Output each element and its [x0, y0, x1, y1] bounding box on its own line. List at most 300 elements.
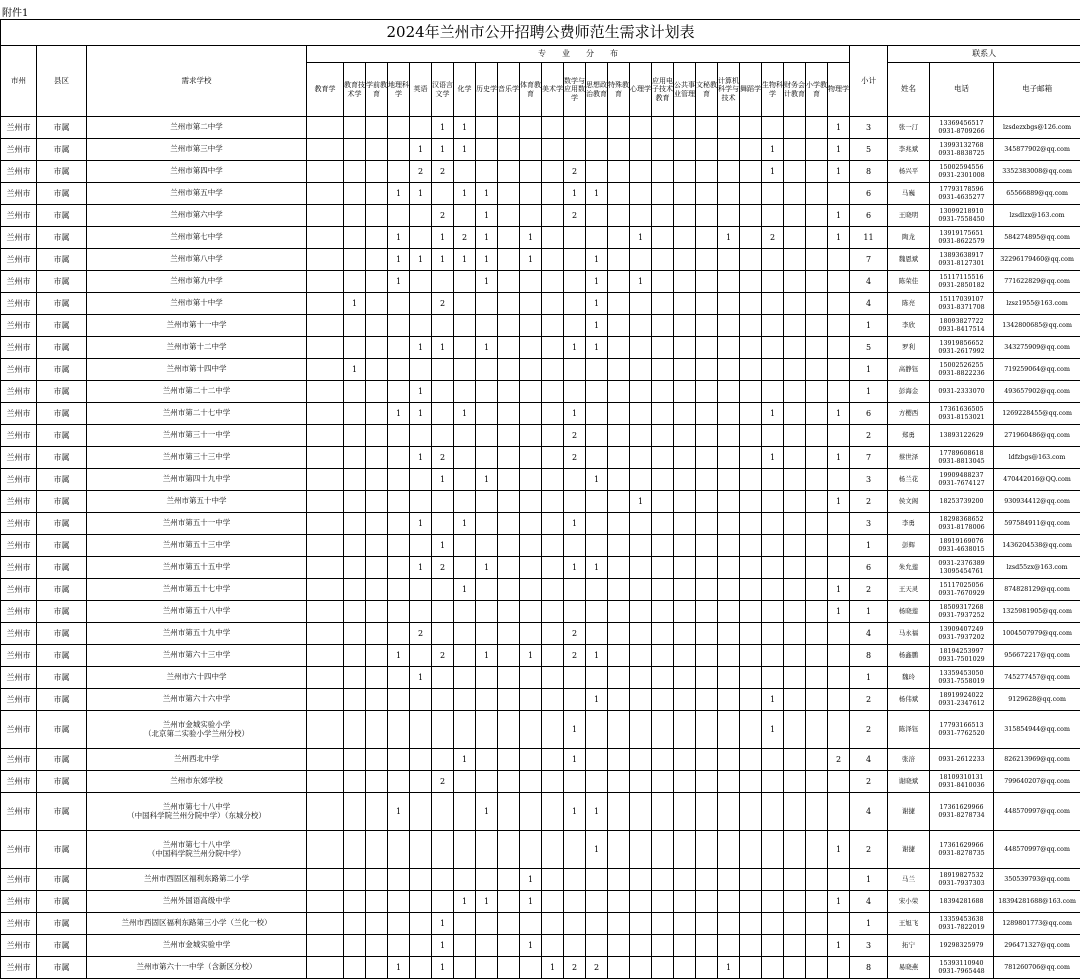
school-cell: 兰州市东郊学校: [87, 771, 307, 793]
subject-count-cell: [410, 293, 432, 315]
subject-count-cell: [586, 535, 608, 557]
subject-count-cell: [498, 891, 520, 913]
subject-count-cell: [542, 513, 564, 535]
subject-count-cell: [410, 711, 432, 749]
subject-count-cell: [542, 771, 564, 793]
subject-count-cell: [432, 359, 454, 381]
subject-count-cell: [762, 831, 784, 869]
subject-count-cell: [740, 161, 762, 183]
subject-count-cell: [630, 913, 652, 935]
subject-count-cell: [608, 711, 630, 749]
subject-count-cell: [410, 793, 432, 831]
subject-count-cell: 1: [718, 957, 740, 979]
subject-count-cell: [674, 117, 696, 139]
subject-count-cell: [388, 771, 410, 793]
subject-count-cell: [498, 913, 520, 935]
subject-count-cell: [454, 315, 476, 337]
subject-count-cell: [696, 749, 718, 771]
school-cell: 兰州市第三中学: [87, 139, 307, 161]
subject-count-cell: [520, 359, 542, 381]
subject-count-cell: [410, 205, 432, 227]
subject-count-cell: [520, 425, 542, 447]
subject-count-cell: [520, 557, 542, 579]
subject-count-cell: [432, 183, 454, 205]
subject-count-cell: [762, 359, 784, 381]
subject-count-cell: [608, 557, 630, 579]
subject-count-cell: [388, 891, 410, 913]
subject-count-cell: [388, 513, 410, 535]
subject-count-cell: [366, 667, 388, 689]
district-cell: 市属: [37, 557, 87, 579]
subject-count-cell: [652, 667, 674, 689]
subject-count-cell: [806, 711, 828, 749]
district-cell: 市属: [37, 771, 87, 793]
district-cell: 市属: [37, 513, 87, 535]
subject-count-cell: 1: [410, 667, 432, 689]
subject-count-cell: [828, 689, 850, 711]
subject-count-cell: [740, 793, 762, 831]
subject-count-cell: [608, 535, 630, 557]
district-cell: 市属: [37, 749, 87, 771]
subject-count-cell: [344, 205, 366, 227]
subject-count-cell: [410, 117, 432, 139]
subject-count-cell: [542, 271, 564, 293]
header-school: 需求学校: [87, 46, 307, 117]
contact-email-cell: lzsz1955@163.com: [994, 293, 1080, 315]
subject-count-cell: [476, 161, 498, 183]
subject-count-cell: [498, 557, 520, 579]
subject-count-cell: [410, 645, 432, 667]
subject-count-cell: [476, 315, 498, 337]
subject-count-cell: [630, 601, 652, 623]
header-city: 市州: [1, 46, 37, 117]
subject-count-cell: 1: [454, 117, 476, 139]
subject-count-cell: [674, 513, 696, 535]
subject-count-cell: [652, 957, 674, 979]
subject-count-cell: [828, 793, 850, 831]
subject-count-cell: [307, 271, 344, 293]
subject-count-cell: [652, 891, 674, 913]
subject-count-cell: [784, 205, 806, 227]
subject-count-cell: [498, 491, 520, 513]
subject-count-cell: [784, 293, 806, 315]
table-row: [1, 293, 1080, 315]
subject-count-cell: [784, 447, 806, 469]
district-cell: 市属: [37, 891, 87, 913]
subject-count-cell: [344, 645, 366, 667]
subject-count-cell: [806, 469, 828, 491]
district-cell: 市属: [37, 935, 87, 957]
contact-email-cell: lzsd55zx@163.com: [994, 557, 1080, 579]
subject-count-cell: [696, 535, 718, 557]
subject-count-cell: [454, 869, 476, 891]
subject-count-cell: [366, 645, 388, 667]
subject-count-cell: [806, 891, 828, 913]
city-cell: 兰州市: [1, 869, 37, 891]
subject-count-cell: [498, 771, 520, 793]
subject-count-cell: [410, 535, 432, 557]
subject-count-cell: [307, 205, 344, 227]
subject-count-cell: [454, 447, 476, 469]
subject-count-cell: [762, 667, 784, 689]
subject-count-cell: 1: [828, 139, 850, 161]
district-cell: 市属: [37, 689, 87, 711]
subject-count-cell: [608, 359, 630, 381]
subject-count-cell: [344, 227, 366, 249]
subject-count-cell: [476, 491, 498, 513]
total-cell: 8: [850, 645, 888, 667]
subject-count-cell: [630, 579, 652, 601]
school-cell: 兰州市第五十七中学: [87, 579, 307, 601]
subject-count-cell: [674, 557, 696, 579]
subject-count-cell: [564, 667, 586, 689]
subject-count-cell: 1: [564, 183, 586, 205]
subject-count-cell: [674, 469, 696, 491]
school-cell: 兰州市第三十三中学: [87, 447, 307, 469]
subject-count-cell: [762, 271, 784, 293]
subject-count-cell: [718, 557, 740, 579]
subject-count-cell: 1: [520, 935, 542, 957]
subject-count-cell: [410, 227, 432, 249]
subject-count-cell: [307, 161, 344, 183]
subject-count-cell: [718, 139, 740, 161]
subject-count-cell: [652, 381, 674, 403]
subject-count-cell: [586, 623, 608, 645]
subject-count-cell: [652, 869, 674, 891]
subject-count-cell: 1: [564, 403, 586, 425]
subject-count-cell: [784, 869, 806, 891]
subject-count-cell: [784, 117, 806, 139]
subject-count-cell: [718, 205, 740, 227]
header-subject: 思想政治教育: [586, 63, 608, 117]
subject-count-cell: [476, 667, 498, 689]
contact-email-cell: 874828129@qq.com: [994, 579, 1080, 601]
subject-count-cell: [806, 403, 828, 425]
subject-count-cell: [542, 831, 564, 869]
subject-count-cell: [740, 381, 762, 403]
table-row: [1, 117, 1080, 139]
subject-count-cell: [696, 579, 718, 601]
table-row: [1, 913, 1080, 935]
subject-count-cell: 1: [564, 557, 586, 579]
contact-phone-cell: 17361636505 0931-8153021: [930, 403, 994, 425]
subject-count-cell: [652, 535, 674, 557]
subject-count-cell: [740, 403, 762, 425]
subject-count-cell: [762, 381, 784, 403]
subject-count-cell: [410, 359, 432, 381]
header-subject: 公共事业管理: [674, 63, 696, 117]
subject-count-cell: 1: [828, 205, 850, 227]
contact-phone-cell: 13909407249 0931-7937202: [930, 623, 994, 645]
subject-count-cell: [762, 793, 784, 831]
subject-count-cell: [608, 447, 630, 469]
subject-count-cell: [674, 891, 696, 913]
city-cell: 兰州市: [1, 249, 37, 271]
subject-count-cell: 2: [432, 771, 454, 793]
subject-count-cell: [344, 891, 366, 913]
subject-count-cell: [608, 491, 630, 513]
subject-count-cell: [674, 249, 696, 271]
contact-phone-cell: 17361629966 0931-8278734: [930, 793, 994, 831]
subject-count-cell: 1: [454, 891, 476, 913]
subject-count-cell: [344, 557, 366, 579]
subject-count-cell: [307, 793, 344, 831]
school-cell: 兰州市第七十八中学 （中国科学院兰州分院中学）: [87, 831, 307, 869]
subject-count-cell: [410, 315, 432, 337]
subject-count-cell: [454, 689, 476, 711]
contact-phone-cell: 19298325979: [930, 935, 994, 957]
subject-count-cell: [608, 271, 630, 293]
subject-count-cell: [454, 491, 476, 513]
subject-count-cell: [718, 183, 740, 205]
subject-count-cell: [344, 711, 366, 749]
subject-count-cell: [784, 381, 806, 403]
subject-count-cell: [454, 957, 476, 979]
district-cell: 市属: [37, 359, 87, 381]
total-cell: 1: [850, 913, 888, 935]
subject-count-cell: [740, 271, 762, 293]
subject-count-cell: [652, 645, 674, 667]
subject-count-cell: [762, 557, 784, 579]
total-cell: 6: [850, 205, 888, 227]
subject-count-cell: [476, 139, 498, 161]
subject-count-cell: [718, 535, 740, 557]
subject-count-cell: 1: [828, 403, 850, 425]
subject-count-cell: [608, 425, 630, 447]
subject-count-cell: [652, 491, 674, 513]
subject-count-cell: 1: [344, 293, 366, 315]
header-subject: 地理科学: [388, 63, 410, 117]
subject-count-cell: [498, 749, 520, 771]
subject-count-cell: [806, 535, 828, 557]
contact-phone-cell: 18298368652 0931-8178006: [930, 513, 994, 535]
city-cell: 兰州市: [1, 535, 37, 557]
total-cell: 4: [850, 293, 888, 315]
subject-count-cell: [652, 117, 674, 139]
contact-phone-cell: 15117039107 0931-8371708: [930, 293, 994, 315]
table-row: [1, 579, 1080, 601]
subject-count-cell: [454, 557, 476, 579]
subject-count-cell: [674, 359, 696, 381]
subject-count-cell: [652, 601, 674, 623]
subject-count-cell: [498, 667, 520, 689]
subject-count-cell: [718, 469, 740, 491]
total-cell: 2: [850, 579, 888, 601]
contact-name-cell: 李兆斌: [888, 139, 930, 161]
contact-phone-cell: 0931-2376389 13095454761: [930, 557, 994, 579]
header-subject: 文秘教育: [696, 63, 718, 117]
subject-count-cell: 2: [432, 645, 454, 667]
subject-count-cell: [718, 711, 740, 749]
subject-count-cell: [806, 183, 828, 205]
contact-name-cell: 罗利: [888, 337, 930, 359]
subject-count-cell: [696, 601, 718, 623]
header-subject: 英语: [410, 63, 432, 117]
subject-count-cell: [652, 293, 674, 315]
subject-count-cell: [630, 117, 652, 139]
subject-count-cell: [344, 315, 366, 337]
subject-count-cell: [542, 469, 564, 491]
subject-count-cell: [630, 337, 652, 359]
total-cell: 1: [850, 381, 888, 403]
total-cell: 1: [850, 869, 888, 891]
subject-count-cell: [388, 447, 410, 469]
subject-count-cell: [432, 667, 454, 689]
subject-count-cell: [344, 513, 366, 535]
subject-count-cell: [608, 771, 630, 793]
subject-count-cell: [806, 623, 828, 645]
subject-count-cell: [784, 249, 806, 271]
subject-count-cell: 1: [762, 447, 784, 469]
subject-count-cell: [784, 711, 806, 749]
district-cell: 市属: [37, 623, 87, 645]
subject-count-cell: [674, 601, 696, 623]
subject-count-cell: [586, 891, 608, 913]
contact-phone-cell: 15393110940 0931-7965448: [930, 957, 994, 979]
subject-count-cell: 1: [432, 227, 454, 249]
subject-count-cell: [388, 869, 410, 891]
contact-name-cell: 李勇: [888, 513, 930, 535]
subject-count-cell: [608, 601, 630, 623]
header-subject: 教育技术学: [344, 63, 366, 117]
subject-count-cell: [718, 359, 740, 381]
subject-count-cell: [366, 935, 388, 957]
contact-name-cell: 杨伟斌: [888, 689, 930, 711]
total-cell: 8: [850, 161, 888, 183]
subject-count-cell: [388, 469, 410, 491]
subject-count-cell: [762, 183, 784, 205]
subject-count-cell: [542, 579, 564, 601]
school-cell: 兰州市第二中学: [87, 117, 307, 139]
subject-count-cell: [498, 403, 520, 425]
subject-count-cell: [762, 957, 784, 979]
subject-count-cell: [476, 403, 498, 425]
subject-count-cell: [696, 337, 718, 359]
contact-phone-cell: 13919856652 0931-2617992: [930, 337, 994, 359]
subject-count-cell: [762, 491, 784, 513]
subject-count-cell: [806, 831, 828, 869]
subject-count-cell: [344, 183, 366, 205]
subject-count-cell: [307, 711, 344, 749]
city-cell: 兰州市: [1, 913, 37, 935]
subject-count-cell: [652, 579, 674, 601]
subject-count-cell: [740, 869, 762, 891]
subject-count-cell: [366, 557, 388, 579]
total-cell: 3: [850, 513, 888, 535]
subject-count-cell: 2: [432, 447, 454, 469]
subject-count-cell: [307, 315, 344, 337]
contact-email-cell: 345877902@qq.com: [994, 139, 1080, 161]
subject-count-cell: 2: [564, 205, 586, 227]
total-cell: 4: [850, 891, 888, 913]
contact-phone-cell: 18194253997 0931-7501029: [930, 645, 994, 667]
school-cell: 兰州市第九中学: [87, 271, 307, 293]
subject-count-cell: [498, 579, 520, 601]
subject-count-cell: 1: [828, 891, 850, 913]
subject-count-cell: [564, 535, 586, 557]
subject-count-cell: [630, 891, 652, 913]
subject-count-cell: [608, 623, 630, 645]
table-row: [1, 771, 1080, 793]
subject-count-cell: [696, 689, 718, 711]
subject-count-cell: [740, 711, 762, 749]
subject-count-cell: 1: [586, 831, 608, 869]
subject-count-cell: [784, 793, 806, 831]
subject-count-cell: [608, 337, 630, 359]
subject-count-cell: [542, 623, 564, 645]
subject-count-cell: [454, 381, 476, 403]
subject-count-cell: [410, 271, 432, 293]
subject-count-cell: 1: [828, 161, 850, 183]
subject-count-cell: [307, 869, 344, 891]
subject-count-cell: [388, 913, 410, 935]
subject-count-cell: [806, 913, 828, 935]
subject-count-cell: [410, 891, 432, 913]
subject-count-cell: 2: [564, 623, 586, 645]
subject-count-cell: [828, 645, 850, 667]
subject-count-cell: [696, 793, 718, 831]
contact-name-cell: 谢晓斌: [888, 771, 930, 793]
subject-count-cell: [806, 689, 828, 711]
contact-name-cell: 马兰: [888, 869, 930, 891]
contact-email-cell: 470442016@QQ.com: [994, 469, 1080, 491]
header-subject: 应用电子技术教育: [652, 63, 674, 117]
subject-count-cell: [366, 491, 388, 513]
table-row: [1, 315, 1080, 337]
contact-email-cell: 448570997@qq.com: [994, 793, 1080, 831]
subject-count-cell: [542, 689, 564, 711]
subject-count-cell: [520, 689, 542, 711]
subject-count-cell: [366, 227, 388, 249]
subject-count-cell: 1: [630, 271, 652, 293]
subject-count-cell: [762, 623, 784, 645]
header-subject: 美术学: [542, 63, 564, 117]
subject-count-cell: [520, 957, 542, 979]
subject-count-cell: [454, 913, 476, 935]
subject-count-cell: [674, 831, 696, 869]
table-row: [1, 645, 1080, 667]
subject-count-cell: [366, 513, 388, 535]
district-cell: 市属: [37, 293, 87, 315]
subject-count-cell: [454, 645, 476, 667]
header-subject: 数学与应用数学: [564, 63, 586, 117]
subject-count-cell: [542, 711, 564, 749]
subject-count-cell: [307, 183, 344, 205]
contact-email-cell: 1289801773@qq.com: [994, 913, 1080, 935]
subject-count-cell: [784, 957, 806, 979]
subject-count-cell: [762, 601, 784, 623]
subject-count-cell: [608, 249, 630, 271]
contact-phone-cell: 0931-2612233: [930, 749, 994, 771]
subject-count-cell: [784, 579, 806, 601]
subject-count-cell: [696, 139, 718, 161]
subject-count-cell: [542, 491, 564, 513]
subject-count-cell: [784, 513, 806, 535]
subject-count-cell: [307, 293, 344, 315]
subject-count-cell: [608, 749, 630, 771]
total-cell: 5: [850, 139, 888, 161]
subject-count-cell: [674, 623, 696, 645]
subject-count-cell: [344, 469, 366, 491]
subject-count-cell: [806, 447, 828, 469]
subject-count-cell: [674, 425, 696, 447]
city-cell: 兰州市: [1, 645, 37, 667]
subject-count-cell: [344, 689, 366, 711]
subject-count-cell: [696, 771, 718, 793]
total-cell: 4: [850, 623, 888, 645]
subject-count-cell: [784, 359, 806, 381]
subject-count-cell: [828, 771, 850, 793]
